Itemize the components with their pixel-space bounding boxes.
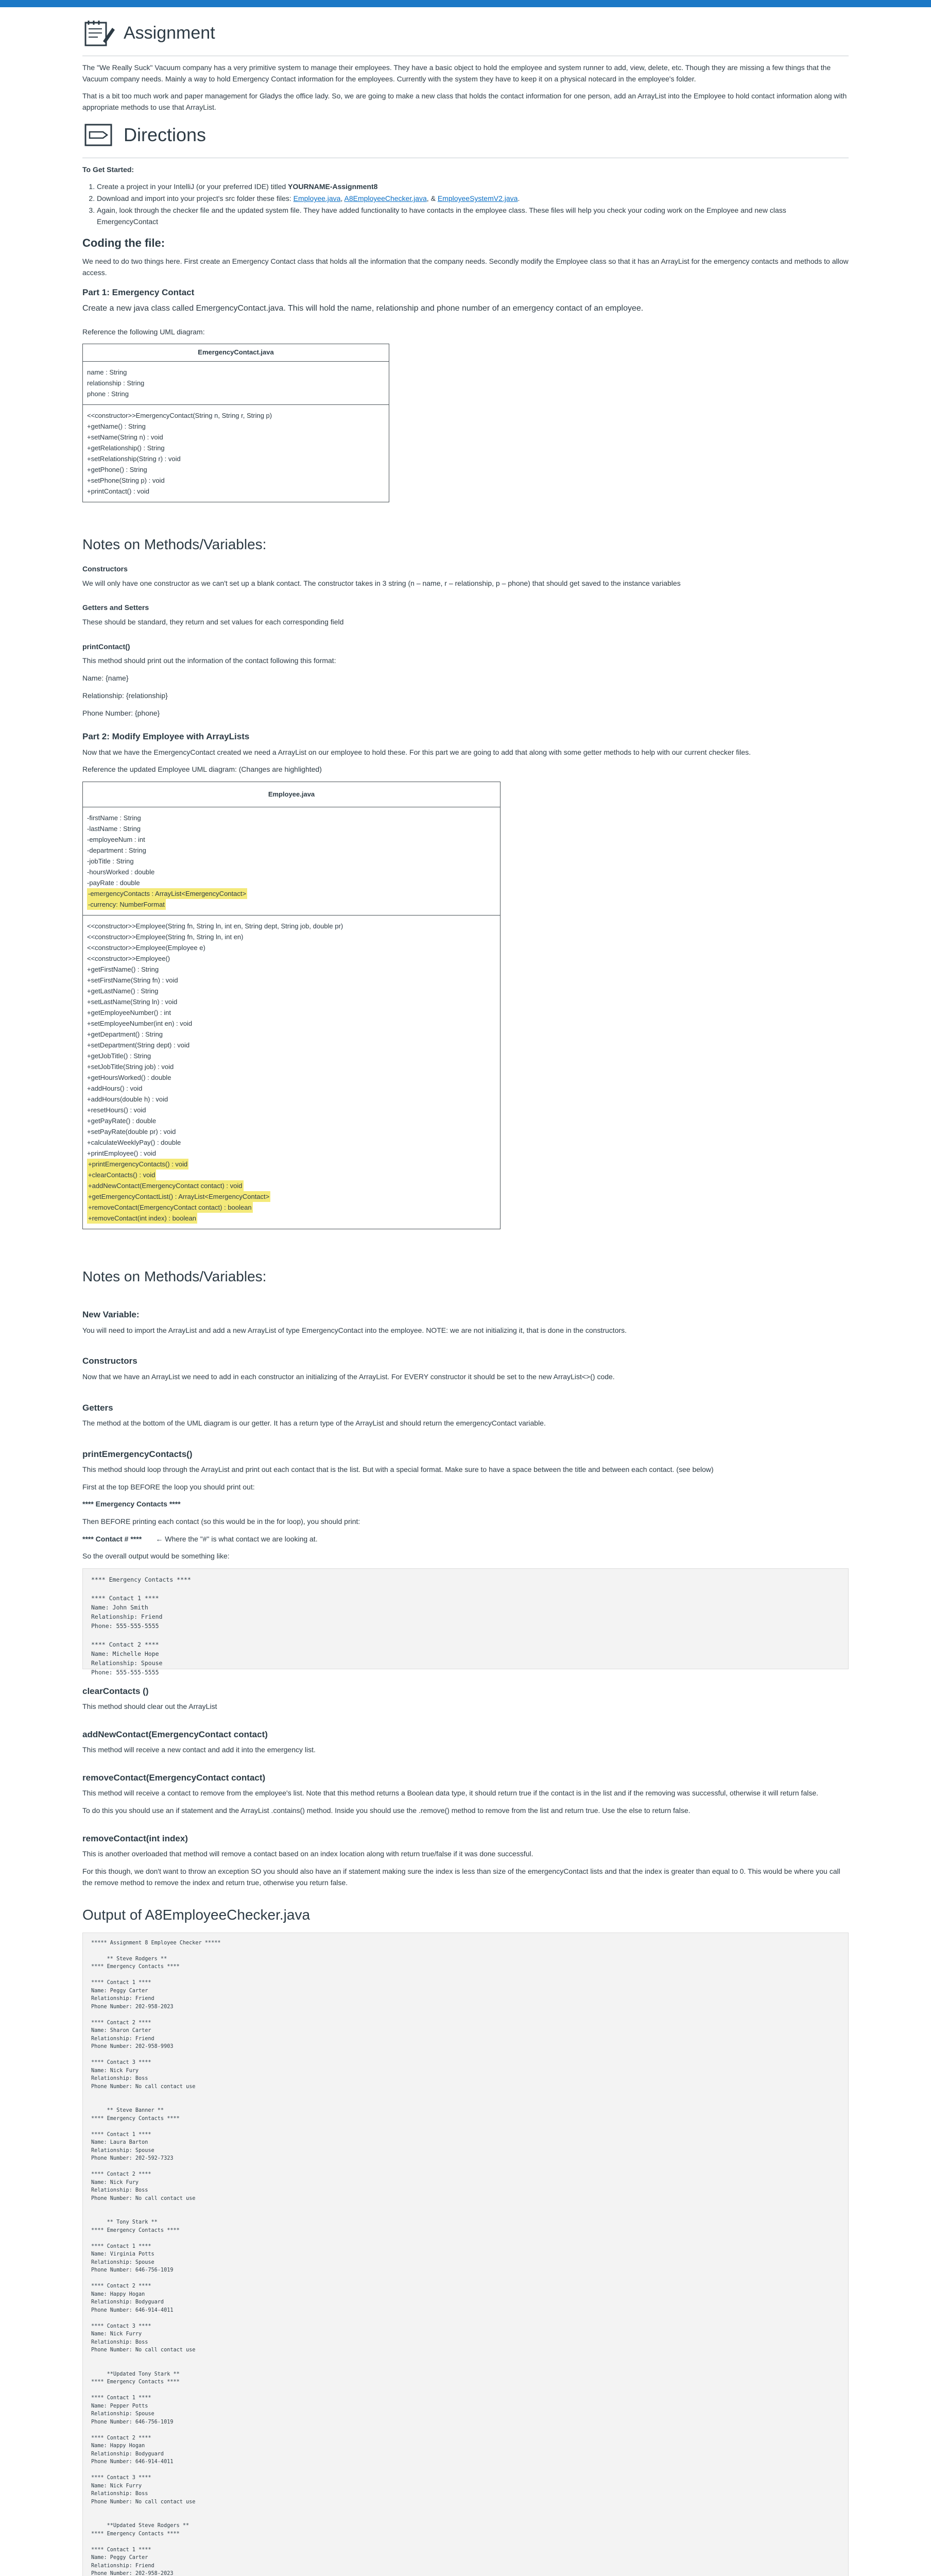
checker-java-link[interactable]: A8EmployeeChecker.java — [344, 194, 427, 203]
directions-header — [82, 120, 849, 150]
print-contact-heading: printContact() — [82, 642, 130, 651]
step-2: 2. Download and import into your project's src folder these files: Employee.java, A8EmployeeChecker.java, & EmployeeSystemV2.java. — [97, 193, 849, 205]
uml-method: <<constructor>>Employee(String fn, String ln, int en, String dept, String job, double pr) — [87, 922, 343, 930]
uml1-reference: Reference the following UML diagram: — [82, 327, 205, 336]
uml-method: +getPayRate() : double — [87, 1117, 157, 1125]
constructors-text: We will only have one constructor as we can't set up a blank contact. The constructor takes in 3 string (n – name, r – relationship, p – phone) that should get saved to the instance variables — [82, 579, 681, 587]
getting-started-label: To Get Started: — [82, 165, 134, 174]
part2-title: Part 2: Modify Employee with ArrayLists — [82, 732, 250, 742]
intro-paragraph-2: That is a bit too much work and paper management for Gladys the office lady. So, we are going to make a new class that holds the contact information for one person, add an ArrayList into the Employee to hold contact information along with appropriate methods to use that ArrayList. — [82, 92, 847, 112]
directions-title: Directions — [124, 124, 206, 145]
coding-title: Coding the file: — [82, 236, 165, 250]
print-emergency-text-4: So the overall output would be something like: — [82, 1552, 230, 1561]
uml-method: +setRelationship(String r) : void — [87, 454, 181, 463]
remove-contact-heading: removeContact(EmergencyContact contact) — [82, 1773, 266, 1783]
uml-method: +setName(String n) : void — [87, 433, 163, 441]
uml-field: -lastName : String — [87, 825, 141, 833]
signpost-icon — [82, 120, 116, 150]
uml-method: <<constructor>>Employee(Employee e) — [87, 944, 205, 952]
uml-method: <<constructor>>Employee() — [87, 955, 170, 963]
uml-method: +getFirstName() : String — [87, 965, 159, 974]
remove-index-text-1: This is another overloaded that method will remove a contact based on an index location along with return true/false if it was done successful. — [82, 1850, 533, 1858]
uml-field: -jobTitle : String — [87, 857, 134, 866]
print-emergency-text-2: First at the top BEFORE the loop you should print out: — [82, 1482, 255, 1491]
uml-field: phone : String — [87, 389, 129, 398]
checker-output-block: ***** Assignment 8 Employee Checker ***** ** Steve Rodgers ** **** Emergency Contacts **** **** Contact 1 **** Name: Peggy Carter Relationship: Friend Phone Number: 202-958-2023 **** Contact 2 **** Name: Sharon Carter Relationship: Friend Phone Number: 202-958-9903 **** Contact 3 **** Name: Nick Fury Relationship: Boss Phone Number: No call contact use ** Steve Banner ** **** Emergency Contacts **** **** Contact 1 **** Name: Laura Barton Relationship: Spouse Phone Number: 202-592-7323 **** Contact 2 **** Name: Nick Fury Relationship: Boss Phone Number: No call contact use ** Tony Stark ** **** Emergency Contacts **** **** Contact 1 **** Name: Virginia Potts Relationship: Spouse Phone Number: 646-756-1019 **** Contact 2 **** Name: Happy Hogan Relationship: Bodyguard Phone Number: 646-914-4011 **** Contact 3 **** Name: Nick Furry Relationship: Boss Phone Number: No call contact use **Updated Tony Stark ** **** Emergency Contacts **** **** Contact 1 **** Name: Pepper Potts Relationship: Spouse Phone Number: 646-756-1019 **** Contact 2 **** Name: Happy Hogan Relationship: Bodyguard Phone Number: 646-914-4011 **** Contact 3 **** Name: Nick Furry Relationship: Boss Phone Number: No call contact use **Updated Steve Rodgers ** **** Emergency Contacts **** **** Contact 1 **** Name: Peggy Carter Relationship: Friend Phone Number: 202-958-2023 — [82, 1933, 849, 2576]
page-title: Assignment — [124, 23, 215, 43]
uml-title: Employee.java — [83, 782, 500, 807]
uml-field: relationship : String — [87, 379, 145, 387]
clear-contacts-text: This method should clear out the ArrayList — [82, 1702, 217, 1711]
assignment-header — [82, 18, 849, 48]
clear-contacts-heading: clearContacts () — [82, 1686, 149, 1697]
step-1: 1. Create a project in your IntelliJ (or your preferred IDE) titled YOURNAME-Assignment8 — [97, 181, 849, 193]
part2-text: Now that we have the EmergencyContact created we need a ArrayList on our employee to hold these. For this part we are going to add that along with some getter methods to help with our current checker files. — [82, 748, 751, 756]
print-emergency-text-1: This method should loop through the ArrayList and print out each contact that is the list. But with a special format. Make sure to have a space between the title and between each contact. (see below) — [82, 1465, 714, 1473]
uml-method: +setFirstName(String fn) : void — [87, 976, 178, 985]
uml-fields — [83, 807, 500, 916]
uml-method: +getName() : String — [87, 422, 146, 430]
uml-methods — [83, 916, 500, 1229]
constructors2-text: Now that we have an ArrayList we need to add in each constructor an initializing of the ArrayList. For EVERY constructor it should be set to the new ArrayList<>() code. — [82, 1372, 615, 1381]
getters2-heading: Getters — [82, 1402, 113, 1413]
assignment-page — [82, 7, 849, 2576]
getting-started-steps — [82, 181, 849, 227]
format-name: Name: {name} — [82, 674, 129, 683]
constructors-heading: Constructors — [82, 565, 128, 573]
employee-uml — [82, 782, 501, 1229]
uml-title: EmergencyContact.java — [83, 344, 389, 361]
intro-paragraph-1: The "We Really Suck" Vacuum company has a very primitive system to manage their employees. They have a basic object to hold the employee and system runner to add, view, delete, etc. Though they are missing a few things that the Vacuum company needs. Mainly a way to hold Emergency Contact information for the employees. Currently with the system they have to keep it on a physical notecard in the employee's folder. — [82, 63, 831, 83]
sample-output-block: **** Emergency Contacts **** **** Contact 1 **** Name: John Smith Relationship: Friend Phone: 555-555-5555 **** Contact 2 **** Name: Michelle Hope Relationship: Spouse Phone: 555-555-5555 — [82, 1568, 849, 1669]
new-variable-heading: New Variable: — [82, 1310, 140, 1320]
uml-method: +getDepartment() : String — [87, 1030, 163, 1039]
uml-fields — [83, 362, 389, 405]
uml-field: name : String — [87, 368, 127, 376]
uml-field: -hoursWorked : double — [87, 868, 155, 876]
remove-index-heading: removeContact(int index) — [82, 1833, 188, 1843]
notepad-icon — [82, 18, 116, 48]
print-emergency-heading: printEmergencyContacts() — [82, 1449, 193, 1459]
system-java-link[interactable]: EmployeeSystemV2.java — [437, 194, 518, 203]
uml-method-highlighted: +removeContact(int index) : boolean — [87, 1213, 197, 1224]
print-emergency-header-format: **** Emergency Contacts **** — [82, 1500, 181, 1509]
print-emergency-text-3: Then BEFORE printing each contact (so this would be in the for loop), you should print: — [82, 1517, 360, 1526]
uml-method: +setPayRate(double pr) : void — [87, 1128, 176, 1136]
uml-method: +calculateWeeklyPay() : double — [87, 1139, 181, 1147]
top-accent-bar — [0, 0, 931, 7]
notes1-title: Notes on Methods/Variables: — [82, 536, 267, 552]
uml-method: +resetHours() : void — [87, 1106, 146, 1114]
step-3: 3. Again, look through the checker file and the updated system file. They have added functionality to have contacts in the employee class. These files will help you check your coding work on the Employee and new class EmergencyContact — [97, 205, 849, 227]
uml-field: -department : String — [87, 846, 146, 855]
uml-method: +setLastName(String ln) : void — [87, 998, 178, 1006]
uml-method: +setJobTitle(String job) : void — [87, 1063, 174, 1071]
uml-method: +getLastName() : String — [87, 987, 159, 995]
uml-field-highlighted: -emergencyContacts : ArrayList<EmergencyContact> — [87, 888, 247, 899]
uml-field-highlighted: -currency: NumberFormat — [87, 899, 166, 910]
uml-method: +getEmployeeNumber() : int — [87, 1009, 171, 1017]
uml-method-highlighted: +printEmergencyContacts() : void — [87, 1159, 188, 1170]
uml-method: +setPhone(String p) : void — [87, 476, 165, 484]
getters2-text: The method at the bottom of the UML diagram is our getter. It has a return type of the ArrayList and should return the emergencyContact variable. — [82, 1418, 546, 1427]
remove-contact-text-1: This method will receive a contact to remove from the employee's list. Note that this method returns a Boolean data type, it should return true if the contact is in the list and if the removing was successful, otherwise it will return false. — [82, 1789, 819, 1798]
add-contact-heading: addNewContact(EmergencyContact contact) — [82, 1730, 268, 1740]
uml-method-highlighted: +removeContact(EmergencyContact contact) : boolean — [87, 1202, 253, 1213]
remove-index-text-2: For this though, we don't want to throw an exception SO you should also have an if statement making sure the index is less than size of the emergencyContact lists and that the index is greater than equal to 0. This would be where you call the remove method to remove the index and return true, otherwise you return false. — [82, 1867, 840, 1887]
format-phone: Phone Number: {phone} — [82, 708, 160, 717]
uml-method: +getPhone() : String — [87, 465, 147, 473]
uml-method: +getRelationship() : String — [87, 444, 165, 452]
coding-paragraph: We need to do two things here. First create an Emergency Contact class that holds all the information that the company needs. Secondly modify the Employee class so that it has an ArrayList for the emergency contacts and methods to allow access. — [82, 257, 849, 277]
format-relationship: Relationship: {relationship} — [82, 691, 168, 700]
part1-title: Part 1: Emergency Contact — [82, 287, 195, 297]
remove-contact-text-2: To do this you should use an if statement and the ArrayList .contains() method. Inside you should use the .remove() method to remove from the list and return true. Use the else to return false. — [82, 1806, 691, 1815]
uml-method-highlighted: +clearContacts() : void — [87, 1170, 156, 1180]
uml-method: +getHoursWorked() : double — [87, 1074, 171, 1082]
getters-setters-heading: Getters and Setters — [82, 603, 149, 612]
uml-method: <<constructor>>EmergencyContact(String n, String r, String p) — [87, 411, 272, 419]
constructors2-heading: Constructors — [82, 1356, 137, 1366]
uml-field: -employeeNum : int — [87, 836, 145, 844]
uml-method: +addHours(double h) : void — [87, 1095, 168, 1104]
part1-text: Create a new java class called EmergencyContact.java. This will hold the name, relationship and phone number of an emergency contact of an employee. — [82, 304, 644, 313]
uml-method-highlighted: +addNewContact(EmergencyContact contact) : void — [87, 1180, 244, 1191]
notes2-title: Notes on Methods/Variables: — [82, 1268, 267, 1285]
uml-method: +setEmployeeNumber(int en) : void — [87, 1020, 193, 1028]
employee-java-link[interactable]: Employee.java — [293, 194, 341, 203]
uml2-reference: Reference the updated Employee UML diagram: (Changes are highlighted) — [82, 765, 322, 774]
uml-field: -payRate : double — [87, 879, 140, 887]
uml-method-highlighted: +getEmergencyContactList() : ArrayList<EmergencyContact> — [87, 1191, 270, 1202]
add-contact-text: This method will receive a new contact and add it into the emergency list. — [82, 1745, 316, 1754]
new-variable-text: You will need to import the ArrayList and add a new ArrayList of type EmergencyContact into the employee. NOTE: we are not initializing it, that is done in the constructors. — [82, 1326, 627, 1334]
uml-methods — [83, 405, 389, 502]
getters-setters-text: These should be standard, they return and set values for each corresponding field — [82, 618, 344, 626]
emergency-contact-uml — [82, 344, 389, 502]
uml-method: +addHours() : void — [87, 1084, 143, 1093]
uml-method: +getJobTitle() : String — [87, 1052, 151, 1060]
checker-output-title: Output of A8EmployeeChecker.java — [82, 1907, 311, 1923]
uml-field: -firstName : String — [87, 814, 141, 822]
uml-method: <<constructor>>Employee(String fn, String ln, int en) — [87, 933, 244, 941]
uml-method: +printEmployee() : void — [87, 1149, 157, 1158]
uml-method: +setDepartment(String dept) : void — [87, 1041, 190, 1049]
print-contact-text: This method should print out the information of the contact following this format: — [82, 656, 336, 665]
print-emergency-contact-format: **** Contact # **** ← Where the "#" is what contact we are looking at. — [82, 1534, 318, 1543]
uml-method: +printContact() : void — [87, 487, 150, 495]
